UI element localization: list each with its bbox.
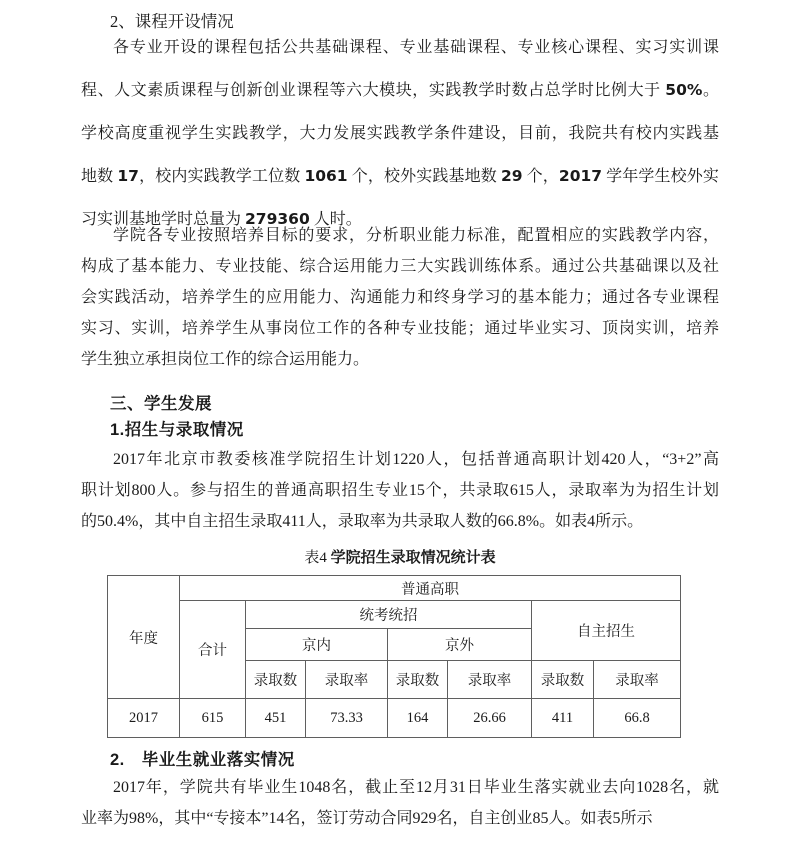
text-run: 。: [702, 82, 719, 99]
table-header-admitted-count-jingnei: 录取数: [246, 661, 306, 699]
paragraph-practice-training: [81, 220, 719, 375]
text-run: 学校高度重视学生实践教学，大力发展实践教学条件建设，目前，我院共有校内实践基: [81, 125, 719, 142]
table-header-putong-gaozhi: 普通高职: [180, 576, 681, 601]
highlighted-number: 2017: [558, 167, 603, 185]
highlighted-number: 1061: [304, 167, 348, 185]
table-row: [108, 699, 681, 738]
text-line: [81, 444, 719, 475]
text-run: 学院各专业按照培养目标的要求，分析职业能力标准，配置相应的实践教学内容，: [113, 227, 719, 244]
text-run: 人时。: [309, 211, 362, 228]
text-line: [81, 313, 719, 344]
table-caption: [81, 546, 719, 567]
text-run: 学生独立承担岗位工作的综合运用能力。: [81, 351, 370, 368]
paragraph-course-offerings: [81, 26, 719, 241]
highlighted-number: 279360: [245, 210, 310, 228]
text-line: [81, 26, 719, 69]
section-heading-student-development: 三、学生发展: [110, 395, 212, 413]
section-heading-course: 2、课程开设情况: [110, 12, 234, 31]
table-header-tongkao-tongzhao: 统考统招: [246, 601, 532, 629]
text-run: 2017年，学院共有毕业生1048名，截止至12月31日毕业生落实就业去向1028名，就: [113, 779, 719, 796]
text-line: [81, 69, 719, 112]
table-cell-jingwai-count: 164: [388, 699, 448, 738]
text-run: 表4: [304, 550, 331, 566]
section-heading-employment: 2. 毕业生就业落实情况: [110, 751, 295, 769]
text-run: 构成了基本能力、专业技能、综合运用能力三大实践训练体系。通过公共基础课以及社: [81, 258, 719, 275]
text-run: ，校内实践教学工位数: [138, 168, 305, 185]
text-line: [81, 772, 719, 803]
text-run: 学年学生校外实: [602, 168, 719, 185]
table-cell-zizhu-rate: 66.8: [594, 699, 681, 738]
text-run: 2017年北京市教委核准学院招生计划1220人，包括普通高职计划420人，“3+2”高: [113, 451, 719, 468]
text-run: 学院招生录取情况统计表: [330, 549, 496, 566]
table-header-jingwai: 京外: [388, 629, 532, 661]
table-cell-jingnei-rate: 73.33: [306, 699, 388, 738]
table-header-total: 合计: [180, 601, 246, 699]
text-run: 职计划800人。参与招生的普通高职招生专业15个，共录取615人，录取率为为招生计划: [81, 482, 719, 499]
text-line: [81, 220, 719, 251]
highlighted-number: 17: [117, 167, 139, 185]
text-run: 会实践活动，培养学生的应用能力、沟通能力和终身学习的基本能力；通过各专业课程: [81, 289, 719, 306]
paragraph-employment: [81, 772, 719, 834]
highlighted-number: 29: [500, 167, 523, 185]
text-line: [81, 803, 719, 834]
table-header-year: 年度: [108, 576, 180, 699]
table-header-admission-rate-jingnei: 录取率: [306, 661, 388, 699]
enrollment-table: [107, 575, 681, 738]
paragraph-enrollment: [81, 444, 719, 537]
highlighted-number: 50%: [665, 81, 703, 99]
text-run: 实习、实训，培养学生从事岗位工作的各种专业技能；通过毕业实习、顶岗实训，培养: [81, 320, 719, 337]
table-cell-year: 2017: [108, 699, 180, 738]
table-cell-jingwai-rate: 26.66: [448, 699, 532, 738]
text-run: 业率为98%，其中“专接本”14名，签订劳动合同929名，自主创业85人。如表5所示: [81, 810, 653, 827]
text-line: [81, 475, 719, 506]
table-header-admission-rate-jingwai: 录取率: [448, 661, 532, 699]
text-run: 地数: [81, 168, 118, 185]
table-cell-zizhu-count: 411: [532, 699, 594, 738]
text-run: 各专业开设的课程包括公共基础课程、专业基础课程、专业核心课程、实习实训课: [113, 39, 719, 56]
text-run: 的50.4%，其中自主招生录取411人，录取率为共录取人数的66.8%。如表4所示。: [81, 513, 644, 530]
text-line: [81, 251, 719, 282]
text-run: 程、人文素质课程与创新创业课程等六大模块，实践教学时数占总学时比例大于: [81, 82, 666, 99]
text-line: [81, 155, 719, 198]
table-header-jingnei: 京内: [246, 629, 388, 661]
text-line: [81, 282, 719, 313]
text-line: [81, 112, 719, 155]
table-header-admitted-count-jingwai: 录取数: [388, 661, 448, 699]
text-line: [81, 506, 719, 537]
table-header-admission-rate-zizhu: 录取率: [594, 661, 681, 699]
text-run: 个，: [522, 168, 559, 185]
table-cell-jingnei-count: 451: [246, 699, 306, 738]
text-line: [81, 344, 719, 375]
table-header-zizhu-zhaosheng: 自主招生: [532, 601, 681, 661]
table-cell-total: 615: [180, 699, 246, 738]
text-run: 个，校外实践基地数: [347, 168, 501, 185]
section-heading-enrollment: 1.招生与录取情况: [110, 421, 244, 439]
table-header-admitted-count-zizhu: 录取数: [532, 661, 594, 699]
text-run: 习实训基地学时总量为: [81, 211, 246, 228]
